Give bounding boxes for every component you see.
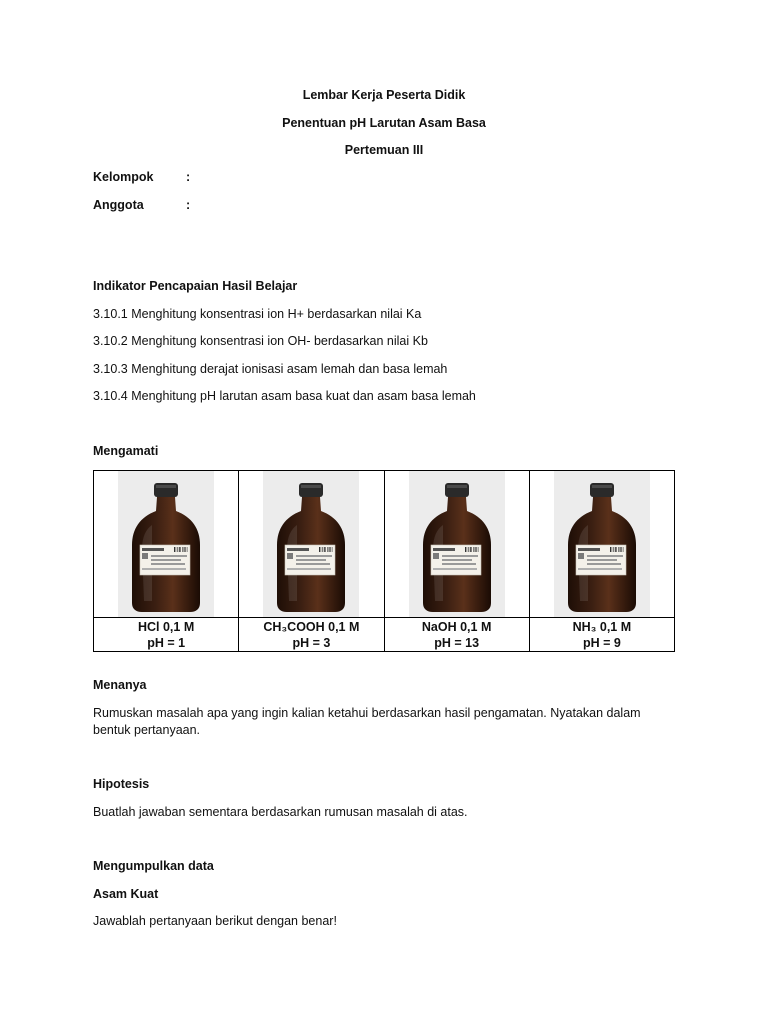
menanya-text: Rumuskan masalah apa yang ingin kalian ketahui berdasarkan hasil pengamatan. Nyatakan dalam bentuk pertanyaan. <box>93 706 641 737</box>
reagent-bottle-icon <box>263 471 359 617</box>
bottle-image-row <box>94 471 675 618</box>
meeting-label: Pertemuan III <box>344 143 424 157</box>
page-title: Lembar Kerja Peserta Didik <box>302 88 466 102</box>
solution-name: HCl 0,1 M <box>137 620 195 634</box>
bottle-cell <box>94 471 239 618</box>
indikator-item: 3.10.4 Menghitung pH larutan asam basa kuat dan asam basa lemah <box>93 389 476 403</box>
field-colon-kelompok: : <box>186 170 191 184</box>
instruction-text: Jawablah pertanyaan berikut dengan benar! <box>93 914 337 928</box>
field-label-kelompok: Kelompok <box>93 170 154 184</box>
bottle-caption-row <box>94 618 675 652</box>
solution-name: NH₃ 0,1 M <box>572 620 632 634</box>
indikator-item: 3.10.2 Menghitung konsentrasi ion OH- berdasarkan nilai Kb <box>93 334 428 348</box>
reagent-bottle-icon <box>118 471 214 617</box>
mengumpulkan-heading: Mengumpulkan data <box>93 859 214 873</box>
solution-name: NaOH 0,1 M <box>421 620 492 634</box>
solution-ph: pH = 1 <box>147 636 186 650</box>
bottle-caption <box>529 618 674 652</box>
page-subtitle: Penentuan pH Larutan Asam Basa <box>282 116 486 130</box>
field-label-anggota: Anggota <box>93 198 144 212</box>
hipotesis-text: Buatlah jawaban sementara berdasarkan rumusan masalah di atas. <box>93 805 468 819</box>
indikator-heading: Indikator Pencapaian Hasil Belajar <box>93 279 298 293</box>
reagent-bottle-icon <box>409 471 505 617</box>
observation-table <box>93 470 675 652</box>
bottle-cell <box>384 471 529 618</box>
solution-ph: pH = 9 <box>582 636 621 650</box>
asam-kuat-heading: Asam Kuat <box>93 887 159 901</box>
field-colon-anggota: : <box>186 198 191 212</box>
bottle-caption <box>239 618 384 652</box>
indikator-item: 3.10.1 Menghitung konsentrasi ion H+ berdasarkan nilai Ka <box>93 307 422 321</box>
bottle-cell <box>239 471 384 618</box>
solution-ph: pH = 13 <box>434 636 480 650</box>
solution-name: CH₃COOH 0,1 M <box>263 620 360 634</box>
menanya-heading: Menanya <box>93 678 147 692</box>
bottle-caption <box>94 618 239 652</box>
bottle-caption <box>384 618 529 652</box>
mengamati-heading: Mengamati <box>93 444 159 458</box>
indikator-item: 3.10.3 Menghitung derajat ionisasi asam lemah dan basa lemah <box>93 362 448 376</box>
hipotesis-heading: Hipotesis <box>93 777 150 791</box>
bottle-cell <box>529 471 674 618</box>
solution-ph: pH = 3 <box>292 636 331 650</box>
reagent-bottle-icon <box>554 471 650 617</box>
